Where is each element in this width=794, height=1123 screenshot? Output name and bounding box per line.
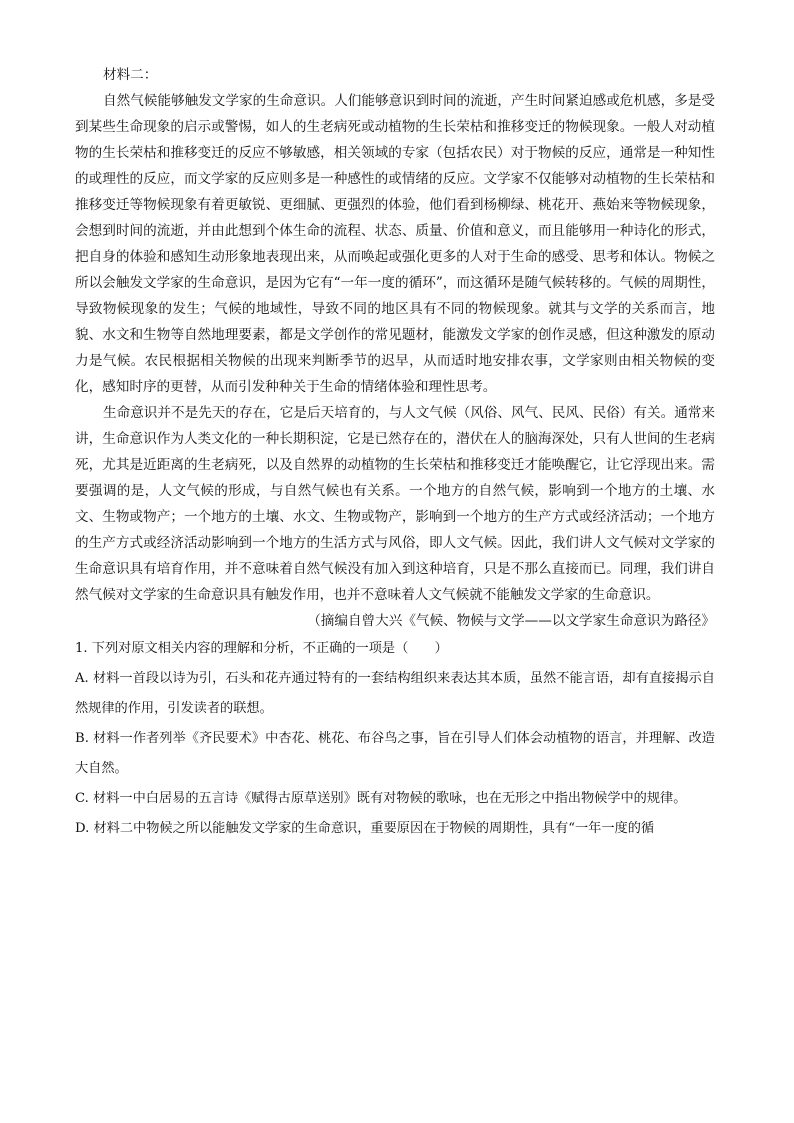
- paragraph-2: 生命意识并不是先天的存在，它是后天培育的，与人文气候（风俗、风气、民风、民俗）有关。通常来讲，生命意识作为人类文化的一种长期积淀，它是已然存在的，潜伏在人的脑海深处，只有人世间的生老病死，尤其是近距离的生老病死，以及自然界的动植物的生长荣枯和推移变迁才能唤醒它，让它浮现出来。需要强调的是，人文气候的形成，与自然气候也有关系。一个地方的自然气候，影响到一个地方的土壤、水文、生物或物产；一个地方的土壤、水文、生物或物产，影响到一个地方的生产方式或经济活动；一个地方的生产方式或经济活动影响到一个地方的生活方式与风俗，即人文气候。因此，我们讲人文气候对文学家的生命意识具有培育作用，并不意味着自然气候没有加入到这种培育，只是不那么直接而已。同理，我们讲自然气候对文学家的生命意识具有触发作用，也并不意味着人文气候就不能触发文学家的生命意识。: [75, 405, 715, 603]
- document-page: [75, 62, 715, 844]
- question-stem: 1. 下列对原文相关内容的理解和分析，不正确的一项是（ ）: [75, 641, 448, 656]
- option-a: A. 材料一首段以诗为引，石头和花卉通过特有的一套结构组织来表达其本质，虽然不能言语，却有直接揭示自然规律的作用，引发读者的联想。: [75, 671, 715, 716]
- paragraph-1: 自然气候能够触发文学家的生命意识。人们能够意识到时间的流逝，产生时间紧迫感或危机感，多是受到某些生命现象的启示或警惕，如人的生老病死或动植物的生长荣枯和推移变迁的物候现象。一般人对动植物的生长荣枯和推移变迁的反应不够敏感，相关领域的专家（包括农民）对于物候的反应，通常是一种知性的或理性的反应，而文学家的反应则多是一种感性的或情绪的反应。文学家不仅能够对动植物的生长荣枯和推移变迁等物候现象有着更敏锐、更细腻、更强烈的体验，他们看到杨柳绿、桃花开、燕始来等物候现象，会想到时间的流逝，并由此想到个体生命的流程、状态、质量、价值和意义，而且能够用一种诗化的形式，把自身的体验和感知生动形象地表现出来，从而唤起或强化更多的人对于生命的感受、思考和体认。物候之所以会触发文学家的生命意识，是因为它有“一年一度的循环”，而这循环是随气候转移的。气候的周期性，导致物候现象的发生；气候的地域性，导致不同的地区具有不同的物候现象。就其与文学的关系而言，地貌、水文和生物等自然地理要素，都是文学创作的常见题材，能激发文学家的创作灵感，但这种激发的原动力是气候。农民根据相关物候的出现来判断季节的迟早，从而适时地安排农事，文学家则由相关物候的变化，感知时序的更替，从而引发种种关于生命的情绪体验和理性思考。: [75, 93, 715, 395]
- material-heading: 材料二：: [103, 67, 158, 83]
- option-d: D. 材料二中物候之所以能触发文学家的生命意识，重要原因在于物候的周期性，具有“一年一度的循: [75, 821, 655, 836]
- option-c: C. 材料一中白居易的五言诗《赋得古原草送别》既有对物候的歌咏，也在无形之中指出物候学中的规律。: [75, 791, 687, 806]
- source-citation: （摘编自曾大兴《气候、物候与文学——以文学家生命意识为路径》: [307, 613, 715, 629]
- option-b: B. 材料一作者列举《齐民要术》中杏花、桃花、布谷鸟之事，旨在引导人们体会动植物的语言，并理解、改造大自然。: [75, 731, 715, 776]
